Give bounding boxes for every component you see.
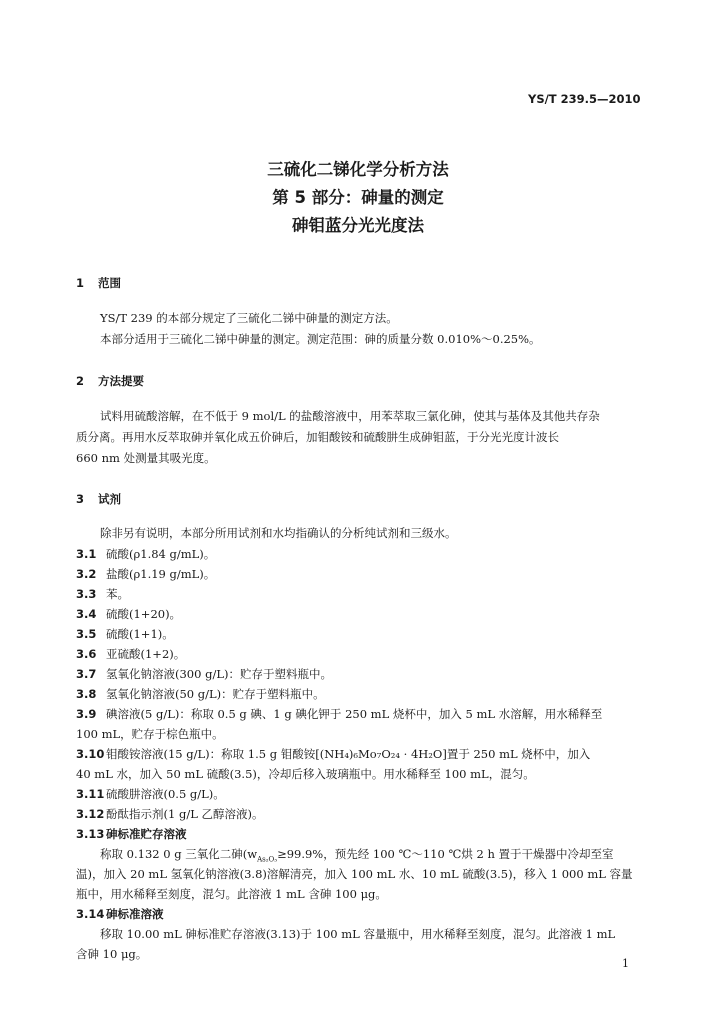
item-text: 硫酸肼溶液(0.5 g/L)。 <box>106 787 225 801</box>
item-text: 酚酞指示剂(1 g/L 乙醇溶液)。 <box>106 807 264 821</box>
section-title: 方法提要 <box>98 374 144 388</box>
item-number: 3.10 <box>76 747 105 761</box>
item314-line2: 含砷 10 μg。 <box>76 947 148 961</box>
section-2-line1: 试料用硫酸溶解，在不低于 9 mol/L 的盐酸溶液中，用苯萃取三氯化砷，使其与基体及其他共存杂 <box>100 409 600 423</box>
section-title: 试剂 <box>98 492 121 506</box>
item-text: 硫酸(ρ1.84 g/mL)。 <box>106 547 216 561</box>
section-number: 2 <box>76 374 85 388</box>
text: ≥99.9%，预先经 100 ℃～110 ℃烘 2 h 置于干燥器中冷却至室 <box>277 847 614 861</box>
item-number: 3.7 <box>76 667 97 681</box>
reagent-item <box>76 686 325 702</box>
item-number: 3.14 <box>76 907 105 921</box>
item-number: 3.12 <box>76 807 105 821</box>
section-1-para1: YS/T 239 的本部分规定了三硫化二锑中砷量的测定方法。 <box>100 311 398 325</box>
reagent-item <box>76 586 129 602</box>
item-text: 亚硫酸(1+2)。 <box>106 647 186 661</box>
reagent-item-continuation: 100 mL，贮存于棕色瓶中。 <box>76 727 224 741</box>
reagent-subheading <box>76 906 164 922</box>
reagent-item <box>76 786 225 802</box>
reagent-item-continuation: 40 mL 水，加入 50 mL 硫酸(3.5)，冷却后移入玻璃瓶中。用水稀释至 100 mL，混匀。 <box>76 767 535 781</box>
section-number: 1 <box>76 276 85 290</box>
item-title: 砷标准溶液 <box>106 907 164 921</box>
item-text: 硫酸(1+1)。 <box>106 627 174 641</box>
item-number: 3.4 <box>76 607 97 621</box>
section-2-heading <box>76 373 144 389</box>
item-number: 3.1 <box>76 547 97 561</box>
page-number: 1 <box>622 957 629 970</box>
item-title: 砷标准贮存溶液 <box>106 827 187 841</box>
section-2-line3: 660 nm 处测量其吸光度。 <box>76 451 216 465</box>
item-number: 3.11 <box>76 787 105 801</box>
item-text: 氢氧化钠溶液(50 g/L)：贮存于塑料瓶中。 <box>106 687 325 701</box>
section-3-intro: 除非另有说明，本部分所用试剂和水均指确认的分析纯试剂和三级水。 <box>100 526 457 540</box>
item-number: 3.2 <box>76 567 97 581</box>
reagent-item <box>76 806 263 822</box>
reagent-item <box>76 546 215 562</box>
section-3-heading <box>76 491 121 507</box>
item-number: 3.9 <box>76 707 97 721</box>
item-text: 盐酸(ρ1.19 g/mL)。 <box>106 567 216 581</box>
section-number: 3 <box>76 492 85 506</box>
item-number: 3.3 <box>76 587 97 601</box>
doc-title-line1: 三硫化二锑化学分析方法 <box>267 160 449 179</box>
item-text: 苯。 <box>106 587 129 601</box>
section-1-heading <box>76 275 121 291</box>
item-text: 碘溶液(5 g/L)：称取 0.5 g 碘、1 g 碘化钾于 250 mL 烧杯中，加入 5 mL 水溶解，用水稀释至 <box>106 707 603 721</box>
item314-line1: 移取 10.00 mL 砷标准贮存溶液(3.13)于 100 mL 容量瓶中，用水稀释至刻度，混匀。此溶液 1 mL <box>100 927 616 941</box>
item-text: 钼酸铵溶液(15 g/L)：称取 1.5 g 钼酸铵[(NH₄)₆Mo₇O₂₄ · 4H₂O]置于 250 mL 烧杯中，加入 <box>106 747 591 761</box>
reagent-item <box>76 606 181 622</box>
item313-line3: 瓶中，用水稀释至刻度，混匀。此溶液 1 mL 含砷 100 μg。 <box>76 887 387 901</box>
section-2-line2: 质分离。再用水反萃取砷并氧化成五价砷后，加钼酸铵和硫酸肼生成砷钼蓝，于分光光度计波长 <box>76 430 559 444</box>
reagent-item <box>76 626 174 642</box>
item313-line1 <box>100 846 614 863</box>
text: 称取 0.132 0 g 三氧化二砷(w <box>100 847 258 861</box>
reagent-item <box>76 666 332 682</box>
item-number: 3.8 <box>76 687 97 701</box>
item-number: 3.13 <box>76 827 105 841</box>
item-text: 氢氧化钠溶液(300 g/L)：贮存于塑料瓶中。 <box>106 667 332 681</box>
doc-title-line3: 砷钼蓝分光光度法 <box>292 216 424 235</box>
reagent-subheading <box>76 826 187 842</box>
reagent-item <box>76 566 215 582</box>
section-title: 范围 <box>98 276 121 290</box>
reagent-item <box>76 746 590 762</box>
reagent-item <box>76 706 602 722</box>
item-number: 3.5 <box>76 627 97 641</box>
doc-title-line2: 第 5 部分：砷量的测定 <box>272 188 444 207</box>
item-text: 硫酸(1+20)。 <box>106 607 182 621</box>
subscript: As₂O₃ <box>257 855 278 864</box>
standard-code: YS/T 239.5—2010 <box>528 92 641 106</box>
item-number: 3.6 <box>76 647 97 661</box>
item313-line2: 温)，加入 20 mL 氢氧化钠溶液(3.8)溶解清亮，加入 100 mL 水、10 mL 硫酸(3.5)，移入 1 000 mL 容量 <box>76 867 633 881</box>
section-1-para2: 本部分适用于三硫化二锑中砷量的测定。测定范围：砷的质量分数 0.010%～0.25%。 <box>100 332 541 346</box>
reagent-item <box>76 646 185 662</box>
